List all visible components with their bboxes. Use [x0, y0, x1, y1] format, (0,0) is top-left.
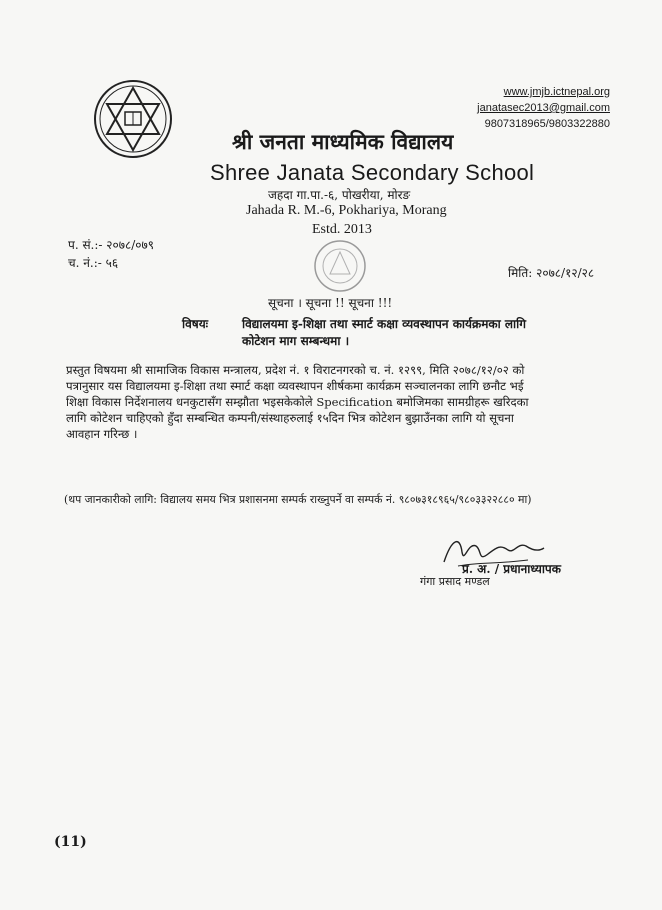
contact-block — [477, 84, 610, 132]
footer-mark: (11) — [54, 834, 87, 850]
school-logo — [92, 78, 174, 160]
address-nepali: जहदा गा.पा.-६, पोखरीया, मोरङ — [268, 188, 411, 202]
school-name-english: Shree Janata Secondary School — [210, 160, 535, 185]
school-name-nepali: श्री जनता माध्यमिक विद्यालय — [232, 129, 454, 154]
address-english: Jahada R. M.-6, Pokhariya, Morang — [246, 203, 447, 218]
dispatch-number: च. नं.:- ५६ — [68, 256, 119, 270]
body-line: प्रस्तुत विषयमा श्री सामाजिक विकास मन्त्रालय, प्रदेश नं. १ विराटनगरको च. नं. १२९९, मिति २०७८/१२/०२ को — [66, 363, 525, 377]
email-link[interactable]: janatasec2013@gmail.com — [477, 102, 610, 114]
letter-date: मिति: २०७८/१२/२८ — [508, 266, 595, 280]
notice-heading: सूचना । सूचना !! सूचना !!! — [268, 296, 393, 310]
subject-line-1: विद्यालयमा इ-शिक्षा तथा स्मार्ट कक्षा व्यवस्थापन कार्यक्रमका लागि — [242, 317, 526, 331]
signatory-role: प्र. अ. / प्रधानाध्यापक — [462, 562, 561, 576]
contact-note: (थप जानकारीको लागि: विद्यालय समय भित्र प्रशासनमा सम्पर्क राख्नुपर्ने वा सम्पर्क नं. ९८०७३१८९६५/९८०३३२२८८० मा) — [64, 493, 532, 506]
website-link[interactable]: www.jmjb.ictnepal.org — [503, 86, 610, 98]
body-line: आवहान गरिन्छ । — [66, 427, 138, 441]
body-line: पत्रानुसार यस विद्यालयमा इ-शिक्षा तथा स्मार्ट कक्षा व्यवस्थापन शीर्षकमा कार्यक्रम सञ्चालनका लागि छनौट भई — [66, 379, 524, 393]
notice-body — [66, 362, 626, 442]
signatory-name: गंगा प्रसाद मण्डल — [420, 575, 490, 588]
phone-numbers: 9807318965/9803322880 — [484, 118, 610, 130]
letter-number: प. सं.:- २०७८/०७९ — [68, 238, 155, 252]
body-line: लागि कोटेशन चाहिएको हुँदा सम्बन्धित कम्पनी/संस्थाहरुलाई १५दिन भित्र कोटेशन बुझाउँनका लागि यो सूचना — [66, 411, 514, 425]
subject-line-2: कोटेशन माग सम्बन्धमा । — [242, 334, 350, 348]
office-stamp — [312, 238, 368, 294]
established-year: Estd. 2013 — [312, 222, 372, 237]
body-line: शिक्षा विकास निर्देशनालय धनकुटासँग सम्झौता भइसकेकोले Specification बमोजिमका सामग्रीहरू खरिदका — [66, 395, 529, 409]
subject-label: विषयः — [182, 317, 209, 331]
